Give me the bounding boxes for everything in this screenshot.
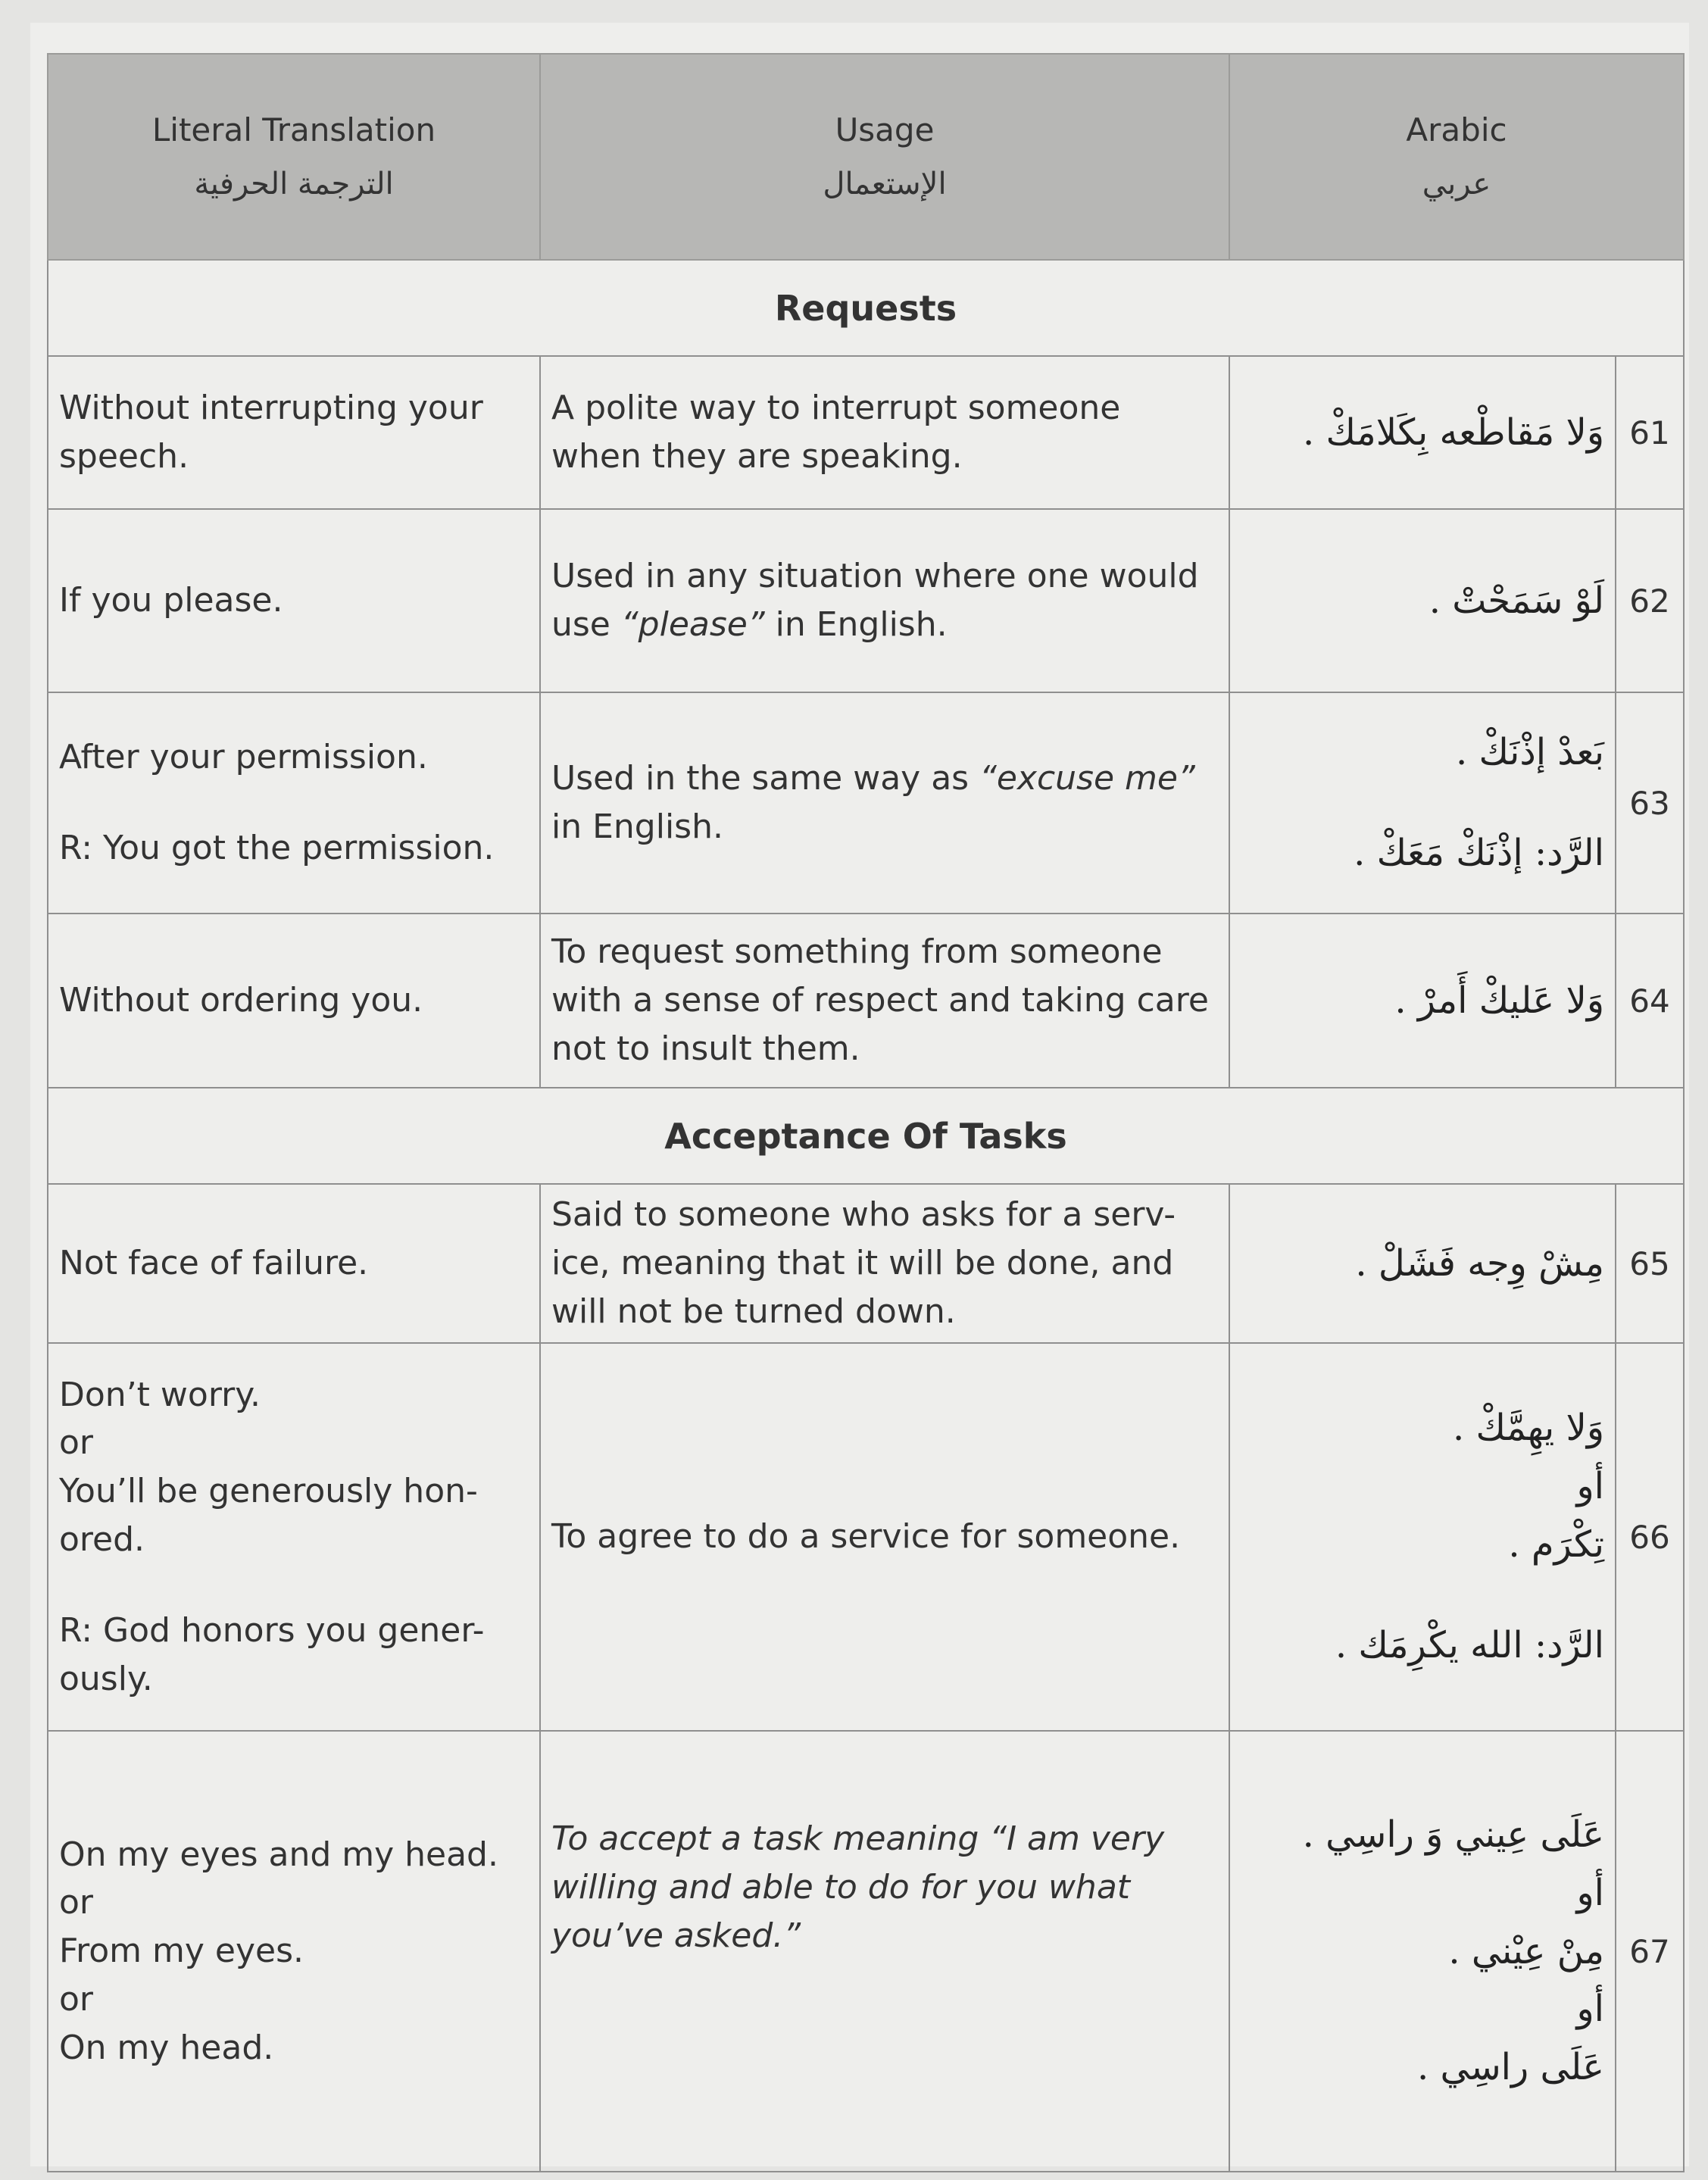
literal-line: R: God honors you gener-ously. bbox=[59, 1610, 485, 1698]
usage-text: in English. bbox=[551, 807, 723, 846]
arabic-cell bbox=[1229, 1343, 1616, 1731]
usage-cell bbox=[540, 1731, 1229, 2172]
header-literal-ar: الترجمة الحرفية bbox=[194, 167, 394, 202]
header-literal-translation bbox=[48, 54, 540, 260]
table-row bbox=[48, 1343, 1684, 1731]
line-gap bbox=[59, 1564, 529, 1607]
literal-translation-cell: Without interrupting your speech. bbox=[48, 356, 540, 509]
arabic-line: عَلَى عِيني وَ راسِي . bbox=[1302, 1813, 1604, 1856]
phrase-table-wrapper bbox=[47, 53, 1683, 2172]
header-usage bbox=[540, 54, 1229, 260]
usage-cell: Said to someone who asks for a serv-ice, meaning that it will be done, and will not be turned down. bbox=[540, 1184, 1229, 1343]
section-row-requests bbox=[48, 260, 1684, 356]
arabic-cell bbox=[1229, 692, 1616, 914]
table-row bbox=[48, 509, 1684, 692]
row-number: 63 bbox=[1616, 692, 1684, 914]
line-gap bbox=[1241, 1574, 1604, 1616]
literal-translation-cell: Without ordering you. bbox=[48, 914, 540, 1088]
header-arabic bbox=[1229, 54, 1684, 260]
literal-or: or bbox=[59, 1883, 94, 1922]
header-usage-en: Usage bbox=[835, 111, 935, 148]
usage-text: Used in any situation where one would use bbox=[551, 557, 1199, 644]
row-number: 66 bbox=[1616, 1343, 1684, 1731]
row-number: 62 bbox=[1616, 509, 1684, 692]
usage-emphasis: “excuse me” bbox=[979, 759, 1195, 798]
arabic-line: الرَّد: الله يكْرِمَك . bbox=[1335, 1623, 1604, 1666]
section-title: Acceptance Of Tasks bbox=[48, 1088, 1684, 1184]
header-usage-ar: الإستعمال bbox=[823, 167, 947, 202]
literal-translation-cell bbox=[48, 1343, 540, 1731]
usage-cell bbox=[540, 509, 1229, 692]
arabic-line: الرَّد: إذْنَكْ مَعَكْ . bbox=[1354, 832, 1604, 874]
literal-translation-cell bbox=[48, 692, 540, 914]
header-arabic-en: Arabic bbox=[1406, 111, 1507, 148]
section-row-acceptance bbox=[48, 1088, 1684, 1184]
literal-line: After your permission. bbox=[59, 738, 428, 777]
row-number: 64 bbox=[1616, 914, 1684, 1088]
arabic-or: أو bbox=[1576, 1988, 1604, 2031]
literal-or: or bbox=[59, 1979, 94, 2019]
phrase-table bbox=[47, 53, 1685, 2172]
arabic-line: تِكْرَم . bbox=[1508, 1523, 1604, 1566]
arabic-cell: لَوْ سَمَحْتْ . bbox=[1229, 509, 1616, 692]
table-row bbox=[48, 1731, 1684, 2172]
literal-line: Don’t worry. bbox=[59, 1375, 261, 1414]
table-header bbox=[48, 54, 1684, 260]
line-gap bbox=[1241, 782, 1604, 824]
literal-translation-cell: Not face of failure. bbox=[48, 1184, 540, 1343]
literal-or: or bbox=[59, 1423, 94, 1463]
usage-cell: To agree to do a service for someone. bbox=[540, 1343, 1229, 1731]
header-arabic-ar: عربي bbox=[1422, 167, 1491, 202]
arabic-cell bbox=[1229, 1731, 1616, 2172]
arabic-line: بَعدْ إذْنَكْ . bbox=[1455, 731, 1604, 774]
line-gap bbox=[59, 782, 529, 824]
literal-line: R: You got the permission. bbox=[59, 829, 495, 867]
arabic-or: أو bbox=[1576, 1465, 1604, 1508]
table-row bbox=[48, 1184, 1684, 1343]
arabic-cell: وَلا عَليكْ أَمرْ . bbox=[1229, 914, 1616, 1088]
table-row bbox=[48, 914, 1684, 1088]
literal-translation-cell bbox=[48, 1731, 540, 2172]
table-row bbox=[48, 356, 1684, 509]
literal-line: You’ll be generously hon-ored. bbox=[59, 1472, 478, 1559]
usage-text: in English. bbox=[764, 605, 948, 644]
usage-emphasis: To accept a task meaning “I am very willing and able to do for you what you’ve asked.” bbox=[551, 1819, 1165, 1955]
section-title: Requests bbox=[48, 260, 1684, 356]
arabic-cell: مِشْ وِجه فَشَلْ . bbox=[1229, 1184, 1616, 1343]
arabic-cell: وَلا مَقاطْعه بِكَلامَكْ . bbox=[1229, 356, 1616, 509]
usage-cell: A polite way to interrupt someone when they are speaking. bbox=[540, 356, 1229, 509]
header-literal-en: Literal Translation bbox=[151, 111, 436, 148]
literal-line: From my eyes. bbox=[59, 1932, 304, 1971]
usage-text: Used in the same way as bbox=[551, 759, 980, 798]
literal-line: On my eyes and my head. bbox=[59, 1835, 498, 1874]
arabic-or: أو bbox=[1576, 1871, 1604, 1914]
arabic-line: وَلا يهِمَّكْ . bbox=[1452, 1407, 1604, 1450]
usage-cell: To request something from someone with a sense of respect and taking care not to insult them. bbox=[540, 914, 1229, 1088]
arabic-line: مِنْ عِيْني . bbox=[1448, 1929, 1604, 1972]
row-number: 67 bbox=[1616, 1731, 1684, 2172]
usage-emphasis: “please” bbox=[620, 605, 765, 644]
row-number: 65 bbox=[1616, 1184, 1684, 1343]
row-number: 61 bbox=[1616, 356, 1684, 509]
usage-cell bbox=[540, 692, 1229, 914]
arabic-line: عَلَى راسِي . bbox=[1416, 2046, 1604, 2089]
literal-translation-cell: If you please. bbox=[48, 509, 540, 692]
table-row bbox=[48, 692, 1684, 914]
literal-line: On my head. bbox=[59, 2028, 274, 2067]
